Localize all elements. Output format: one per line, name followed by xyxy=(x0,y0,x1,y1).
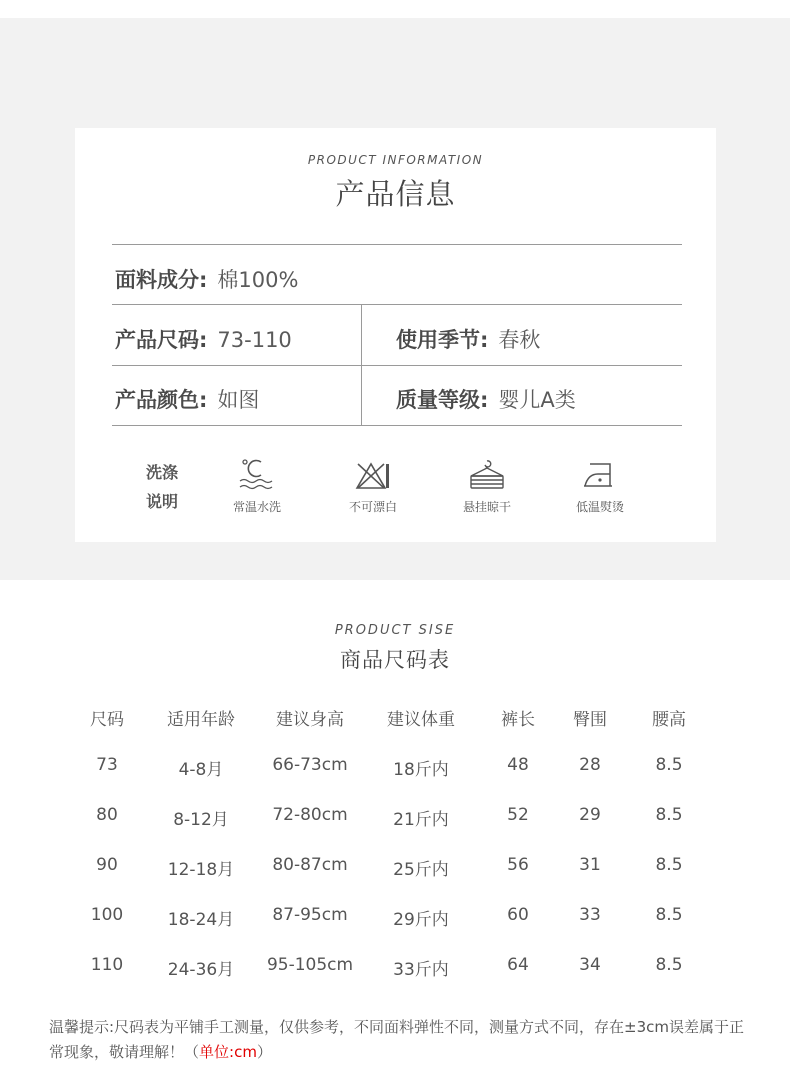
season-key: 使用季节: xyxy=(396,328,489,352)
grade-row xyxy=(396,384,576,414)
table-cell: 110 xyxy=(90,955,124,975)
note-text: 温馨提示:尺码表为平铺手工测量，仅供参考，不同面料弹性不同，测量方式不同，存在±3cm误差属于正常现象，敬请理解！（ xyxy=(49,1018,745,1061)
color-row xyxy=(115,384,259,414)
divider xyxy=(112,304,682,305)
size-value: 73-110 xyxy=(217,328,292,352)
care-item-low-iron xyxy=(545,458,655,515)
table-cell: 73 xyxy=(96,755,118,775)
table-header-cell: 尺码 xyxy=(90,710,124,730)
wash-label-line2: 说明 xyxy=(145,492,178,511)
size-key: 产品尺码: xyxy=(115,328,208,352)
no-bleach-icon xyxy=(353,458,393,492)
care-caption: 常温水洗 xyxy=(232,500,281,514)
table-cell: 8.5 xyxy=(655,955,683,975)
grade-value: 婴儿A类 xyxy=(498,388,576,412)
table-cell: 60 xyxy=(507,905,529,925)
table-header-cell: 裤长 xyxy=(501,710,535,730)
fabric-key: 面料成分: xyxy=(115,268,208,292)
warm-water-wash-icon xyxy=(237,458,277,492)
table-cell: 90 xyxy=(96,855,118,875)
table-cell: 21斤内 xyxy=(393,810,449,830)
table-row xyxy=(0,855,790,889)
table-cell: 12-18月 xyxy=(167,860,235,880)
table-cell: 25斤内 xyxy=(393,860,449,880)
table-cell: 8.5 xyxy=(655,805,683,825)
color-value: 如图 xyxy=(217,388,260,412)
color-key: 产品颜色: xyxy=(115,388,208,412)
care-item-no-bleach xyxy=(318,458,428,515)
low-iron-icon xyxy=(580,458,620,492)
table-row xyxy=(0,755,790,789)
size-chart-title: 商品尺码表 xyxy=(340,648,450,672)
table-cell: 100 xyxy=(90,905,124,925)
table-cell: 80 xyxy=(96,805,118,825)
table-cell: 48 xyxy=(507,755,529,775)
measurement-note xyxy=(49,1015,754,1065)
hang-dry-icon xyxy=(467,458,507,492)
size-row xyxy=(115,324,292,354)
grade-key: 质量等级: xyxy=(396,388,489,412)
table-cell: 4-8月 xyxy=(178,760,224,780)
fabric-value: 棉100% xyxy=(217,268,299,292)
care-caption: 悬挂晾干 xyxy=(462,500,511,514)
table-cell: 56 xyxy=(507,855,529,875)
divider xyxy=(112,365,682,366)
table-cell: 87-95cm xyxy=(272,905,348,925)
info-eyebrow: PRODUCT INFORMATION xyxy=(307,153,484,167)
table-cell: 8.5 xyxy=(655,755,683,775)
table-cell: 18斤内 xyxy=(393,760,449,780)
table-cell: 28 xyxy=(579,755,601,775)
care-item-hang-dry xyxy=(432,458,542,515)
table-header-cell: 建议体重 xyxy=(387,710,455,730)
table-cell: 29 xyxy=(579,805,601,825)
product-info-card xyxy=(75,128,716,542)
table-cell: 33斤内 xyxy=(393,960,449,980)
table-cell: 34 xyxy=(579,955,601,975)
table-cell: 95-105cm xyxy=(266,955,354,975)
table-cell: 52 xyxy=(507,805,529,825)
divider xyxy=(112,425,682,426)
divider xyxy=(112,244,682,245)
table-header-cell: 臀围 xyxy=(573,710,607,730)
season-row xyxy=(396,324,540,354)
care-item-warm-wash xyxy=(202,458,312,515)
table-cell: 29斤内 xyxy=(393,910,449,930)
table-row xyxy=(0,955,790,989)
table-cell: 80-87cm xyxy=(272,855,348,875)
table-header-cell: 建议身高 xyxy=(276,710,344,730)
table-cell: 18-24月 xyxy=(167,910,235,930)
table-cell: 31 xyxy=(579,855,601,875)
fabric-row xyxy=(115,264,298,294)
table-row xyxy=(0,905,790,939)
table-cell: 64 xyxy=(507,955,529,975)
size-chart-eyebrow: PRODUCT SISE xyxy=(334,623,456,638)
table-header-cell: 腰高 xyxy=(652,710,686,730)
table-header-row xyxy=(0,705,790,739)
table-cell: 24-36月 xyxy=(167,960,235,980)
wash-instructions-label xyxy=(137,458,187,516)
table-cell: 33 xyxy=(579,905,601,925)
wash-label-line1: 洗涤 xyxy=(145,463,178,482)
note-close: ） xyxy=(256,1043,272,1061)
care-caption: 低温熨烫 xyxy=(575,500,624,514)
table-cell: 8-12月 xyxy=(173,810,229,830)
season-value: 春秋 xyxy=(498,328,541,352)
table-row xyxy=(0,805,790,839)
table-header-cell: 适用年龄 xyxy=(167,710,235,730)
table-cell: 66-73cm xyxy=(272,755,348,775)
note-unit: 单位:cm xyxy=(199,1043,257,1061)
info-title: 产品信息 xyxy=(335,177,456,211)
table-cell: 72-80cm xyxy=(272,805,348,825)
care-caption: 不可漂白 xyxy=(348,500,397,514)
table-cell: 8.5 xyxy=(655,855,683,875)
table-cell: 8.5 xyxy=(655,905,683,925)
